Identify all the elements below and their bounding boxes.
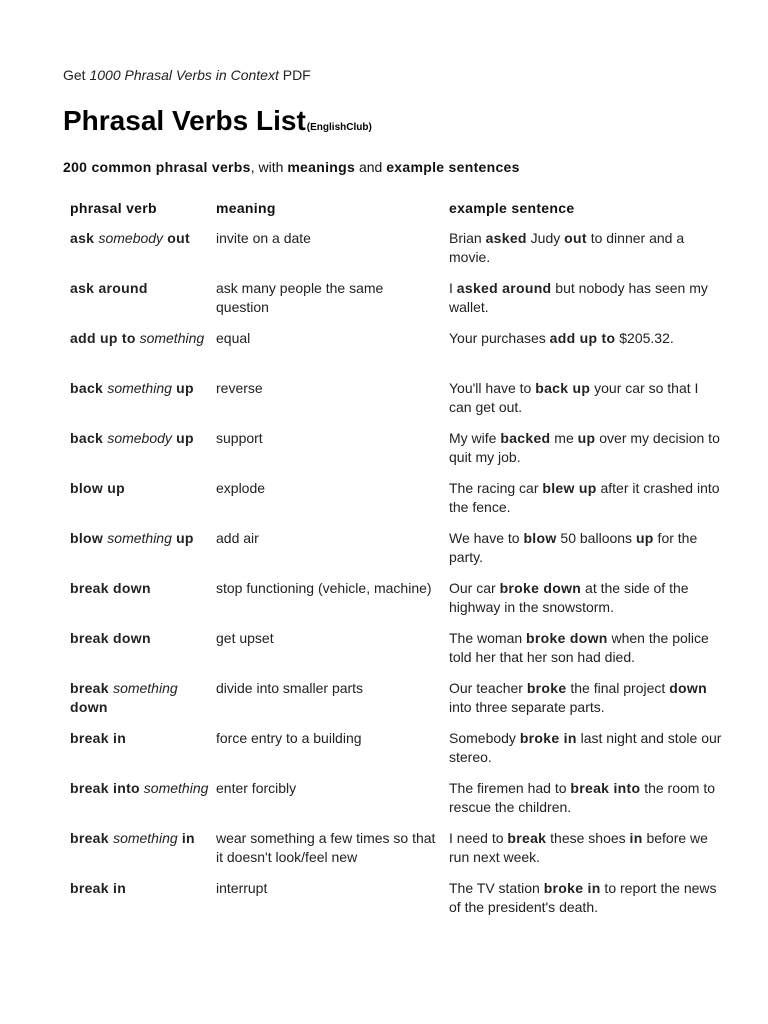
phrasal-verb-run: something: [113, 830, 178, 846]
example-sentence-cell: [449, 529, 724, 567]
meaning-cell: divide into smaller parts: [216, 680, 364, 696]
example-run: blow: [523, 530, 557, 546]
phrasal-verb-cell: [70, 479, 210, 498]
example-run: We have to: [449, 530, 524, 546]
phrasal-verb-cell: [70, 729, 210, 748]
example-sentence-cell: [449, 729, 724, 767]
example-run: You'll have to: [449, 380, 536, 396]
phrasal-verb-run: break into: [70, 780, 140, 796]
phrasal-verb-run: break: [70, 830, 114, 846]
example-run: add up to: [549, 330, 616, 346]
phrasal-verb-run: in: [177, 830, 195, 846]
phrasal-verb-cell: [70, 329, 210, 348]
phrasal-verb-run: somebody: [98, 230, 164, 246]
phrasal-verb-run: break down: [70, 580, 151, 596]
example-run: up: [635, 530, 654, 546]
phrasal-verb-run: something: [113, 680, 178, 696]
phrasal-verb-table: [0, 229, 768, 929]
example-run: Somebody: [449, 730, 520, 746]
example-sentence-cell: [449, 379, 724, 417]
phrasal-verb-run: up: [171, 530, 194, 546]
table-row: [0, 679, 768, 729]
example-sentence-cell: [449, 479, 724, 517]
example-run: back up: [535, 380, 591, 396]
example-run: last night and stole our stereo.: [449, 730, 722, 765]
table-row: [0, 829, 768, 879]
example-sentence-cell: [449, 779, 724, 817]
example-run: backed: [500, 430, 551, 446]
title-source: (EnglishClub): [306, 122, 372, 133]
promo-prefix: Get: [63, 67, 90, 83]
meaning-cell: stop functioning (vehicle, machine): [216, 580, 432, 596]
example-sentence-cell: [449, 879, 724, 917]
example-run: your car so that I can get out.: [449, 380, 699, 415]
example-run: broke down: [526, 630, 608, 646]
example-run: Our teacher: [449, 680, 527, 696]
phrasal-verb-cell: [70, 429, 210, 448]
example-run: break into: [570, 780, 641, 796]
example-run: The TV station: [449, 880, 544, 896]
example-run: to dinner and a movie.: [449, 230, 685, 265]
table-row: [0, 579, 768, 629]
example-sentence-cell: [449, 829, 724, 867]
meaning-cell: get upset: [216, 630, 274, 646]
example-run: down: [669, 680, 707, 696]
example-run: after it crashed into the fence.: [449, 480, 720, 515]
phrasal-verb-run: blow: [70, 530, 108, 546]
meaning-cell: enter forcibly: [216, 780, 297, 796]
page-subtitle: [63, 159, 520, 175]
meaning-cell: interrupt: [216, 880, 268, 896]
phrasal-verb-run: ask: [70, 230, 99, 246]
phrasal-verb-run: something: [139, 780, 209, 796]
promo-book-title[interactable]: 1000 Phrasal Verbs in Context: [89, 67, 279, 83]
phrasal-verb-run: break in: [70, 730, 127, 746]
phrasal-verb-run: back: [70, 380, 108, 396]
subtitle-segment: , with: [250, 159, 288, 175]
example-run: I: [449, 280, 457, 296]
phrasal-verb-run: add up to: [70, 330, 136, 346]
example-sentence-cell: [449, 279, 724, 317]
example-run: up: [577, 430, 596, 446]
title-text: Phrasal Verbs List: [63, 105, 306, 136]
table-row: [0, 329, 768, 379]
table-row: [0, 879, 768, 929]
example-run: Our car: [449, 580, 500, 596]
phrasal-verb-cell: [70, 779, 210, 798]
meaning-cell: ask many people the same question: [216, 280, 384, 315]
example-run: into three separate parts.: [449, 699, 605, 715]
example-run: My wife: [449, 430, 501, 446]
meaning-cell: explode: [216, 480, 266, 496]
example-run: blew up: [542, 480, 597, 496]
table-row: [0, 529, 768, 579]
example-run: broke: [526, 680, 567, 696]
example-run: The racing car: [449, 480, 543, 496]
example-run: break: [507, 830, 547, 846]
column-header-example: example sentence: [449, 200, 575, 216]
phrasal-verb-run: back: [70, 430, 108, 446]
example-run: Judy: [526, 230, 565, 246]
example-run: for the party.: [449, 530, 698, 565]
example-run: at the side of the highway in the snowstorm.: [449, 580, 689, 615]
phrasal-verb-run: break down: [70, 630, 151, 646]
meaning-cell: equal: [216, 330, 251, 346]
subtitle-segment: and: [355, 159, 387, 175]
example-run: but nobody has seen my wallet.: [449, 280, 708, 315]
example-run: Brian: [449, 230, 486, 246]
phrasal-verb-run: something: [135, 330, 205, 346]
example-run: to report the news of the president's death.: [449, 880, 717, 915]
table-row: [0, 729, 768, 779]
example-sentence-cell: [449, 679, 724, 717]
example-run: broke down: [499, 580, 582, 596]
example-run: Your purchases: [449, 330, 550, 346]
example-sentence-cell: [449, 229, 724, 267]
table-row: [0, 779, 768, 829]
phrasal-verb-run: out: [163, 230, 190, 246]
phrasal-verb-run: something: [107, 380, 172, 396]
example-sentence-cell: [449, 629, 724, 667]
example-run: The woman: [449, 630, 527, 646]
subtitle-segment: 200 common phrasal verbs: [63, 159, 251, 175]
meaning-cell: add air: [216, 530, 259, 546]
phrasal-verb-cell: [70, 279, 210, 298]
example-run: asked: [485, 230, 527, 246]
example-run: $205.32.: [615, 330, 674, 346]
example-run: the room to rescue the children.: [449, 780, 716, 815]
example-sentence-cell: [449, 429, 724, 467]
table-row: [0, 479, 768, 529]
phrasal-verb-run: somebody: [107, 430, 172, 446]
phrasal-verb-run: break in: [70, 880, 127, 896]
example-run: before we run next week.: [449, 830, 708, 865]
meaning-cell: reverse: [216, 380, 263, 396]
phrasal-verb-cell: [70, 679, 210, 717]
example-run: when the police told her that her son had died.: [449, 630, 709, 665]
phrasal-verb-cell: [70, 229, 210, 248]
phrasal-verb-run: down: [70, 699, 108, 715]
meaning-cell: invite on a date: [216, 230, 311, 246]
phrasal-verb-cell: [70, 879, 210, 898]
pdf-promo-line[interactable]: [63, 67, 311, 83]
meaning-cell: support: [216, 430, 263, 446]
meaning-cell: wear something a few times so that it doesn't look/feel new: [216, 830, 436, 865]
phrasal-verb-run: blow up: [70, 480, 125, 496]
example-run: in: [629, 830, 643, 846]
phrasal-verb-cell: [70, 579, 210, 598]
phrasal-verb-cell: [70, 529, 210, 548]
example-run: out: [564, 230, 587, 246]
subtitle-segment: meanings: [287, 159, 356, 175]
example-run: the final project: [566, 680, 670, 696]
phrasal-verb-run: something: [107, 530, 172, 546]
example-run: over my decision to quit my job.: [449, 430, 720, 465]
table-row: [0, 229, 768, 279]
table-row: [0, 629, 768, 679]
example-sentence-cell: [449, 579, 724, 617]
subtitle-segment: example sentences: [386, 159, 520, 175]
phrasal-verb-run: up: [171, 380, 194, 396]
page-title: [63, 105, 372, 137]
example-run: broke in: [543, 880, 601, 896]
table-row: [0, 279, 768, 329]
example-run: me: [550, 430, 578, 446]
column-header-meaning: meaning: [216, 200, 276, 216]
table-row: [0, 379, 768, 429]
example-run: these shoes: [546, 830, 630, 846]
column-header-phrasal-verb: phrasal verb: [70, 200, 157, 216]
phrasal-verb-cell: [70, 629, 210, 648]
phrasal-verb-run: up: [171, 430, 194, 446]
example-run: asked around: [456, 280, 552, 296]
phrasal-verb-cell: [70, 829, 210, 848]
example-sentence-cell: [449, 329, 724, 348]
example-run: The firemen had to: [449, 780, 571, 796]
phrasal-verb-run: break: [70, 680, 114, 696]
meaning-cell: force entry to a building: [216, 730, 362, 746]
table-row: [0, 429, 768, 479]
example-run: 50 balloons: [556, 530, 636, 546]
phrasal-verb-cell: [70, 379, 210, 398]
example-run: broke in: [519, 730, 577, 746]
phrasal-verb-run: ask around: [70, 280, 148, 296]
promo-suffix: PDF: [278, 67, 311, 83]
example-run: I need to: [449, 830, 508, 846]
